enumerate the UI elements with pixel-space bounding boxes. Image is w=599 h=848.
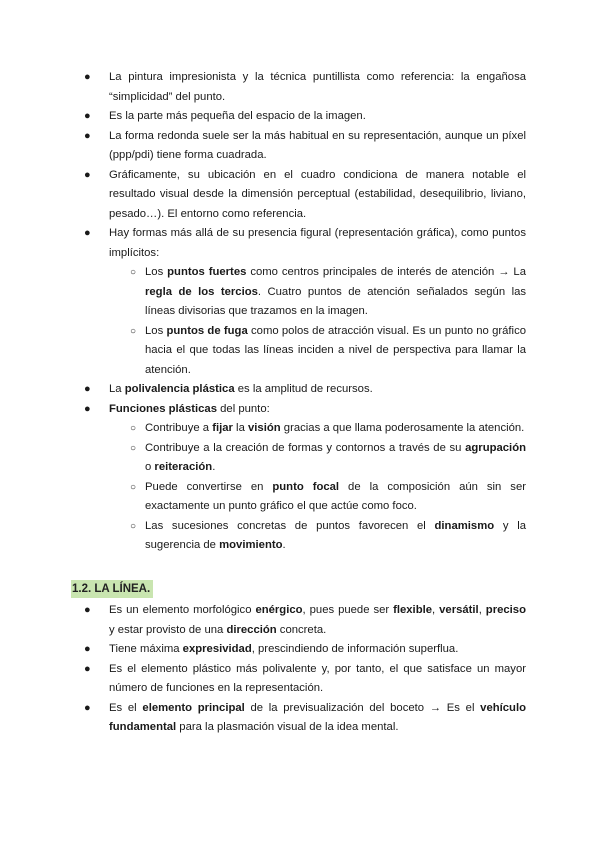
text-run: , pues puede ser	[302, 604, 394, 616]
bold-term: elemento principal	[142, 701, 245, 714]
bold-term: dirección	[226, 623, 277, 636]
sub-bullet-item	[88, 439, 526, 478]
bullet-text	[88, 166, 526, 225]
bold-term: polivalencia plástica	[124, 383, 235, 395]
bold-term: regla de los tercios	[145, 285, 258, 298]
text-run: Contribuye a la creación de formas y contornos a través de su	[145, 441, 466, 454]
bullet-dot-icon: ●	[84, 662, 91, 675]
text-run: o	[145, 461, 155, 473]
bullet-dot-icon: ●	[84, 383, 91, 395]
bullet-item	[84, 68, 526, 107]
bullet-dot-icon: ●	[84, 227, 91, 239]
text-run: la	[232, 422, 248, 434]
text-run: La forma redonda suele ser la más habitual en su representación, aunque un píxel (ppp/pdi) tiene forma cuadrada.	[109, 129, 526, 161]
text-run: La	[109, 383, 125, 395]
bold-term: movimiento	[219, 539, 283, 551]
bullet-circle-icon: ○	[130, 520, 137, 532]
bold-term: punto focal	[272, 480, 340, 493]
bullet-text	[88, 127, 526, 166]
text-run: gracias a que llama poderosamente la atención.	[280, 422, 525, 434]
text-run: como polos de atracción visual. Es un punto no gráfico hacia el que todas las líneas inciden a nivel de perspectiva para llamar la atención.	[145, 324, 527, 376]
bullet-item	[84, 224, 527, 380]
bold-term: fijar	[212, 422, 233, 434]
bold-term: flexible	[393, 604, 433, 616]
bold-term: visión	[248, 422, 281, 434]
bullet-item	[84, 127, 526, 166]
sub-bullet-item	[88, 419, 526, 439]
text-run: , prescindiendo de información superflua.	[251, 643, 459, 655]
text-run: .	[212, 461, 216, 473]
section-heading-linea: 1.2. LA LÍNEA.	[71, 580, 153, 598]
bullet-text	[88, 660, 526, 699]
sub-bullet-item	[88, 517, 526, 556]
bold-term: puntos de fuga	[166, 324, 248, 337]
text-run: . Cuatro puntos de atención señalados según las líneas divisorias que trazamos en la imagen.	[145, 285, 527, 317]
text-run: La pintura impresionista y la técnica puntillista como referencia: la engañosa “simplicidad” del punto.	[109, 71, 526, 103]
bullet-dot-icon: ●	[84, 643, 91, 655]
bold-term: versátil	[439, 604, 479, 616]
text-run: del punto:	[216, 402, 270, 415]
sub-bullet-item	[88, 263, 526, 322]
bullet-item	[84, 107, 526, 127]
bullet-dot-icon: ●	[84, 110, 91, 122]
text-run: Hay formas más allá de su presencia figural (representación gráfica), como puntos implícitos:	[109, 227, 526, 259]
bold-term: preciso	[485, 604, 526, 616]
bold-term: expresividad	[182, 643, 252, 655]
punto-bullet-list	[84, 68, 527, 556]
bullet-item	[84, 380, 526, 400]
bullet-text	[88, 601, 526, 640]
text-run: Los	[145, 324, 167, 337]
sub-bullet-text	[88, 478, 526, 517]
bullet-item	[84, 699, 526, 738]
text-run: Gráficamente, su ubicación en el cuadro condiciona de manera notable el resultado visual desde la dimensión perceptual (estabilidad, desequilibrio, liviano, pesado…). El entorno como referencia.	[109, 168, 526, 220]
text-run: de la previsualización del boceto → Es el	[244, 701, 481, 714]
bullet-dot-icon: ●	[84, 168, 91, 181]
bold-term: vehículo fundamental	[109, 701, 526, 733]
bullet-text	[88, 699, 526, 738]
sub-bullet-item	[88, 478, 526, 517]
sub-bullet-text	[88, 439, 526, 478]
text-run: y estar provisto de una	[109, 623, 227, 636]
bullet-item	[84, 640, 526, 660]
text-run: .	[282, 539, 286, 551]
bullet-text	[88, 380, 526, 400]
text-run: y la sugerencia de	[145, 519, 526, 551]
bullet-dot-icon: ●	[84, 129, 91, 142]
bullet-item	[84, 400, 526, 556]
text-run: Las sucesiones concretas de puntos favorecen el	[145, 519, 435, 532]
text-run: Contribuye a	[145, 422, 213, 434]
bullet-dot-icon: ●	[84, 71, 91, 83]
bold-term: reiteración	[154, 461, 213, 473]
bullet-item	[84, 166, 526, 225]
sub-bullet-item	[88, 322, 526, 381]
bullet-item	[84, 660, 526, 699]
text-run: Es un elemento morfológico	[109, 604, 256, 616]
text-run: es la amplitud de recursos.	[234, 383, 373, 395]
text-run: de la composición aún sin ser exactamente un punto gráfico el que actúe como foco.	[145, 480, 526, 512]
bullet-text	[88, 400, 526, 420]
sub-bullet-text	[88, 419, 526, 439]
bullet-circle-icon: ○	[130, 325, 137, 337]
bullet-dot-icon: ●	[84, 402, 91, 415]
bullet-dot-icon: ●	[84, 604, 91, 616]
bullet-circle-icon: ○	[130, 423, 137, 434]
bullet-text	[88, 640, 526, 660]
text-run: Es el	[109, 701, 143, 714]
sub-bullet-text	[88, 263, 526, 322]
text-run: Es el elemento plástico más polivalente y, por tanto, el que satisface un mayor número de funciones en la representación.	[109, 662, 526, 694]
text-run: Puede convertirse en	[145, 480, 273, 493]
text-run: Los	[145, 266, 168, 278]
bold-term: puntos fuertes	[167, 266, 247, 278]
sub-bullet-text	[88, 517, 526, 556]
text-run: para la plasmación visual de la idea mental.	[176, 721, 399, 733]
bullet-text	[88, 224, 526, 263]
bullet-text	[88, 68, 526, 107]
bold-term: agrupación	[465, 441, 526, 454]
bullet-circle-icon: ○	[130, 267, 137, 278]
text-run: ,	[478, 604, 486, 616]
bullet-text	[88, 107, 526, 127]
text-run: Es la parte más pequeña del espacio de la imagen.	[109, 110, 366, 122]
text-run: Tiene máxima	[109, 643, 183, 655]
bullet-circle-icon: ○	[130, 481, 137, 493]
text-run: como centros principales de interés de atención → La	[246, 266, 526, 278]
bullet-item	[84, 601, 526, 640]
bullet-dot-icon: ●	[84, 701, 91, 714]
sub-bullet-list	[88, 263, 526, 380]
bullet-circle-icon: ○	[130, 442, 137, 454]
bold-term: dinamismo	[434, 519, 495, 532]
bold-term: Funciones plásticas	[109, 402, 217, 415]
bold-term: enérgico	[255, 604, 303, 616]
text-run: concreta.	[276, 623, 327, 636]
text-run: ,	[432, 604, 440, 616]
linea-bullet-list	[84, 601, 526, 738]
sub-bullet-text	[88, 322, 526, 381]
sub-bullet-list	[88, 419, 526, 556]
